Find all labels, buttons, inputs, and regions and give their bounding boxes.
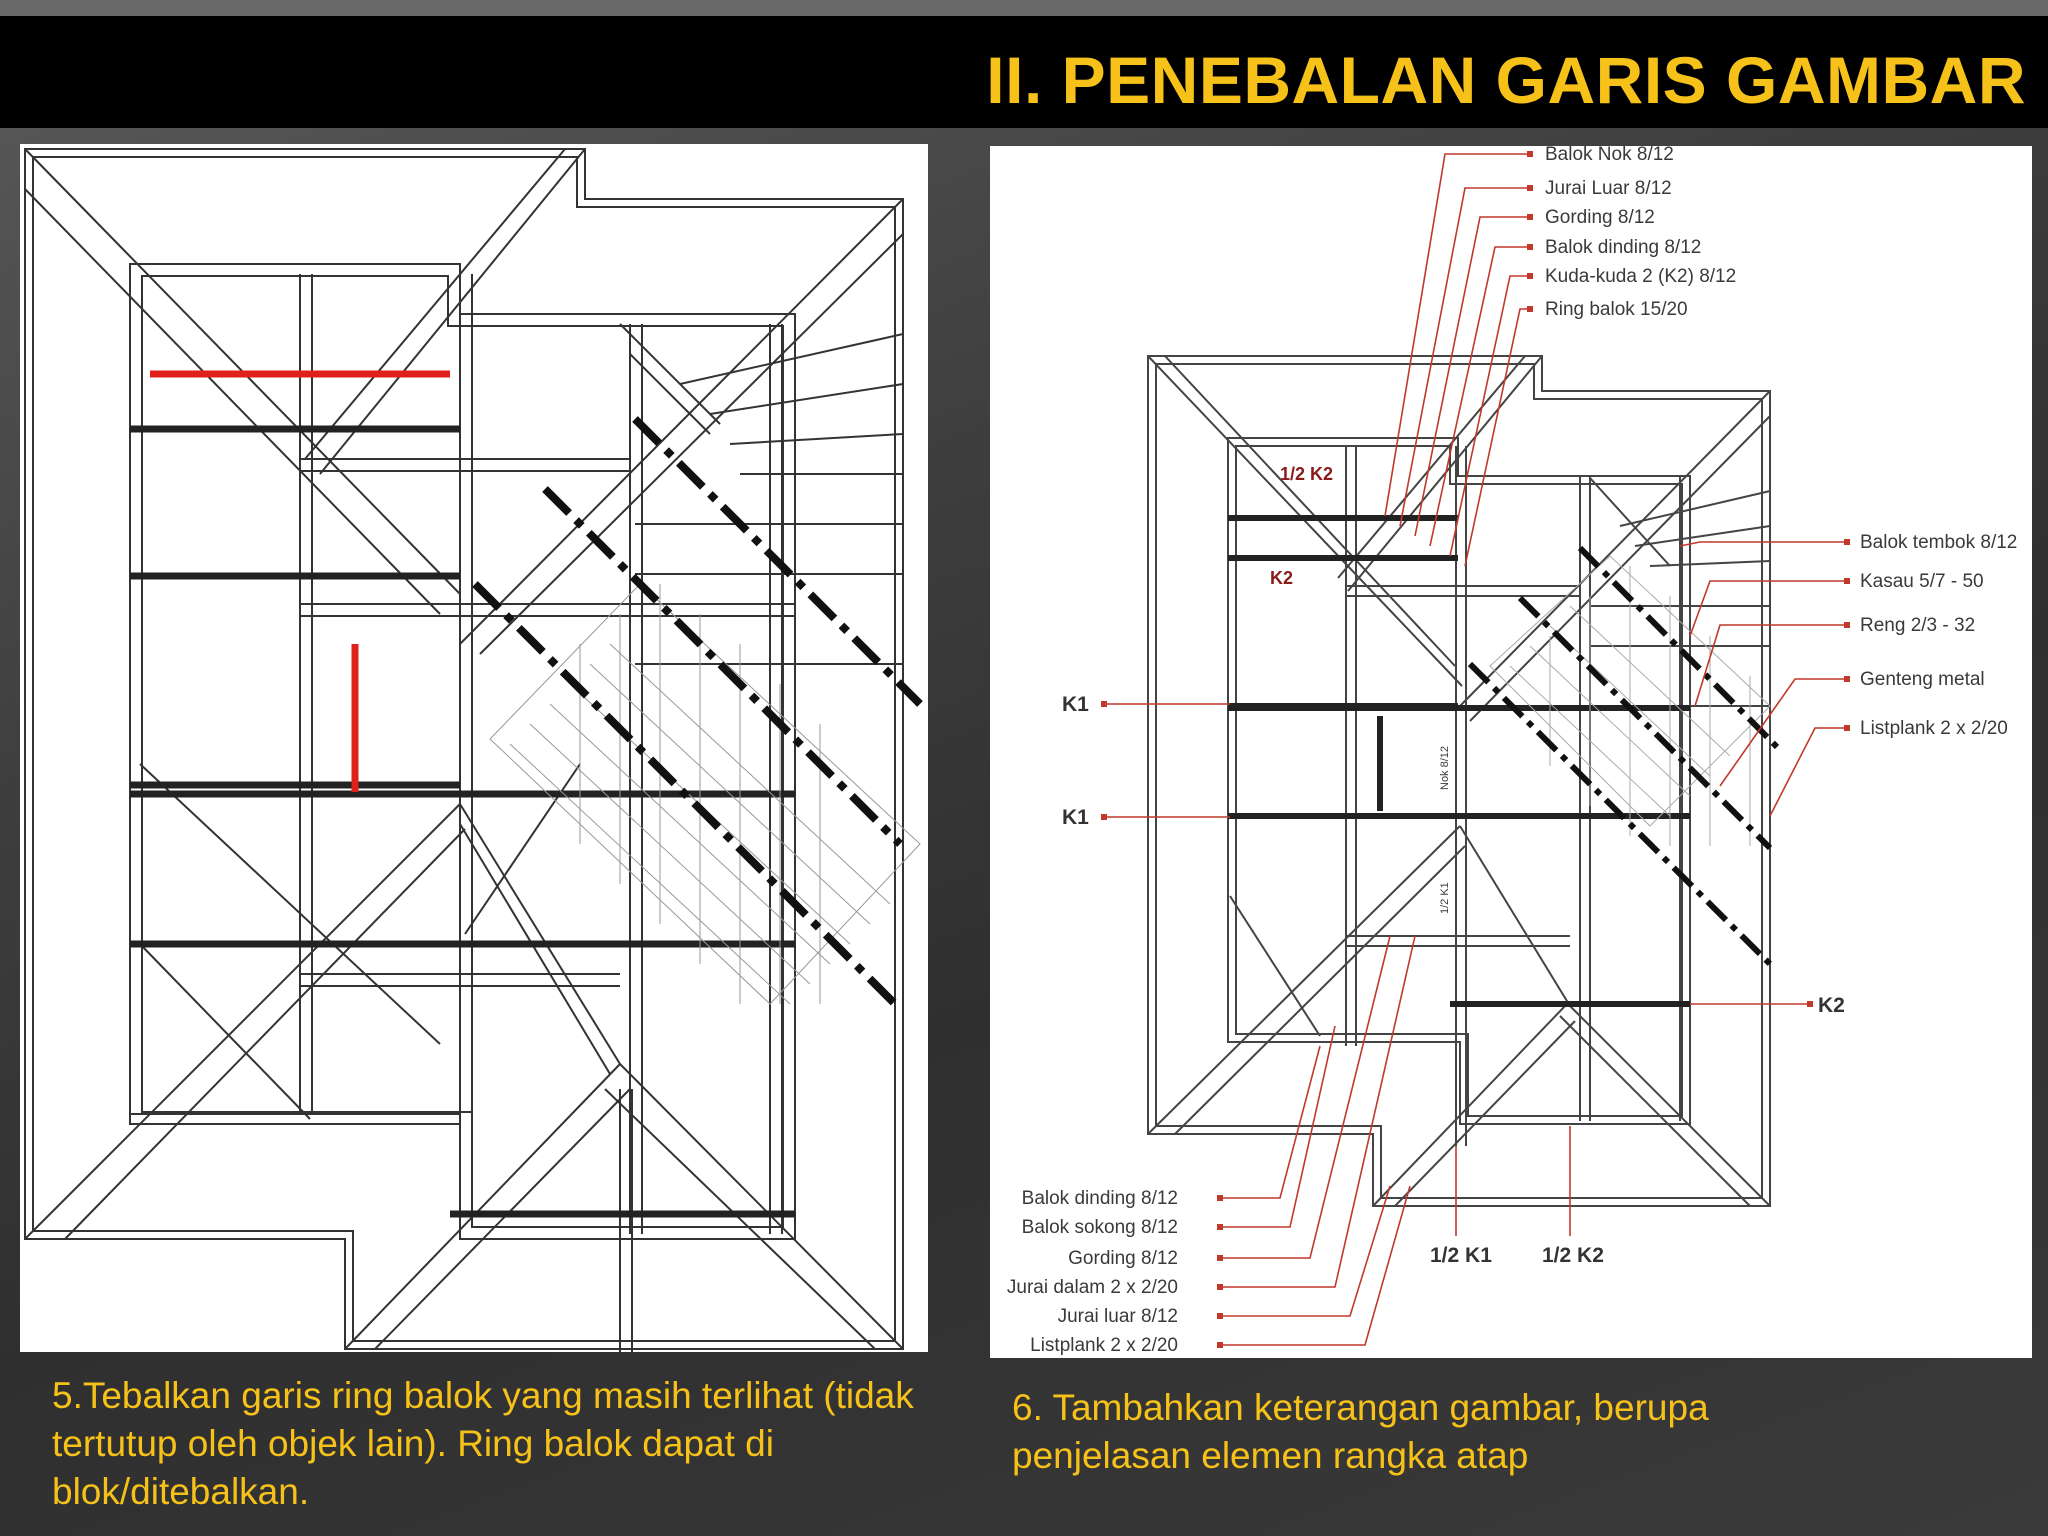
wall-outline — [130, 264, 795, 1239]
label-nok-vertical: Nok 8/12 — [1439, 745, 1451, 790]
label-half-k2: 1/2 K2 — [1542, 1244, 1604, 1267]
right-roof-drawing — [990, 146, 2032, 1358]
right-roof-svg — [990, 146, 2032, 1358]
eave-outline — [25, 149, 903, 1349]
label-jurai-luar-bottom: Jurai luar 8/12 — [1057, 1306, 1178, 1327]
leader-lines — [1104, 154, 1847, 1345]
top-strip — [0, 0, 2048, 16]
label-kuda-kuda-2: Kuda-kuda 2 (K2) 8/12 — [1545, 266, 1737, 287]
left-roof-drawing — [20, 144, 928, 1352]
label-balok-dinding-bottom: Balok dinding 8/12 — [1021, 1188, 1178, 1209]
title-bar — [0, 16, 2048, 128]
label-jurai-luar: Jurai Luar 8/12 — [1545, 178, 1672, 199]
label-jurai-dalam: Jurai dalam 2 x 2/20 — [1006, 1277, 1178, 1298]
label-half-k1: 1/2 K1 — [1430, 1244, 1492, 1267]
left-roof-svg — [20, 144, 928, 1352]
label-genteng-metal: Genteng metal — [1860, 669, 1985, 690]
label-k1-bottom: K1 — [1062, 806, 1089, 829]
caption-left: 5.Tebalkan garis ring balok yang masih terlihat (tidak tertutup oleh objek lain). Ring balok dapat di blok/ditebalkan. — [52, 1375, 914, 1512]
caption-right: 6. Tambahkan keterangan gambar, berupa penjelasan elemen rangka atap — [1012, 1387, 1709, 1476]
label-kasau: Kasau 5/7 - 50 — [1860, 571, 1984, 592]
label-balok-sokong: Balok sokong 8/12 — [1021, 1217, 1178, 1238]
label-gording-bottom: Gording 8/12 — [1068, 1248, 1178, 1269]
label-balok-tembok: Balok tembok 8/12 — [1860, 532, 2018, 553]
label-listplank-right: Listplank 2 x 2/20 — [1860, 718, 2008, 739]
label-gording: Gording 8/12 — [1545, 207, 1655, 228]
label-balok-dinding: Balok dinding 8/12 — [1545, 237, 1702, 258]
label-k1-top: K1 — [1062, 693, 1089, 716]
label-balok-nok: Balok Nok 8/12 — [1545, 146, 1674, 165]
label-listplank-bottom: Listplank 2 x 2/20 — [1030, 1335, 1178, 1356]
slide-title: II. PENEBALAN GARIS GAMBAR — [986, 43, 2026, 117]
label-ring-balok: Ring balok 15/20 — [1545, 299, 1688, 320]
label-inner-k2: K2 — [1270, 568, 1294, 588]
label-inner-half-k2: 1/2 K2 — [1280, 464, 1334, 484]
label-reng: Reng 2/3 - 32 — [1860, 615, 1976, 636]
label-k2-right: K2 — [1818, 994, 1845, 1017]
label-half-k1-vertical: 1/2 K1 — [1439, 882, 1451, 914]
